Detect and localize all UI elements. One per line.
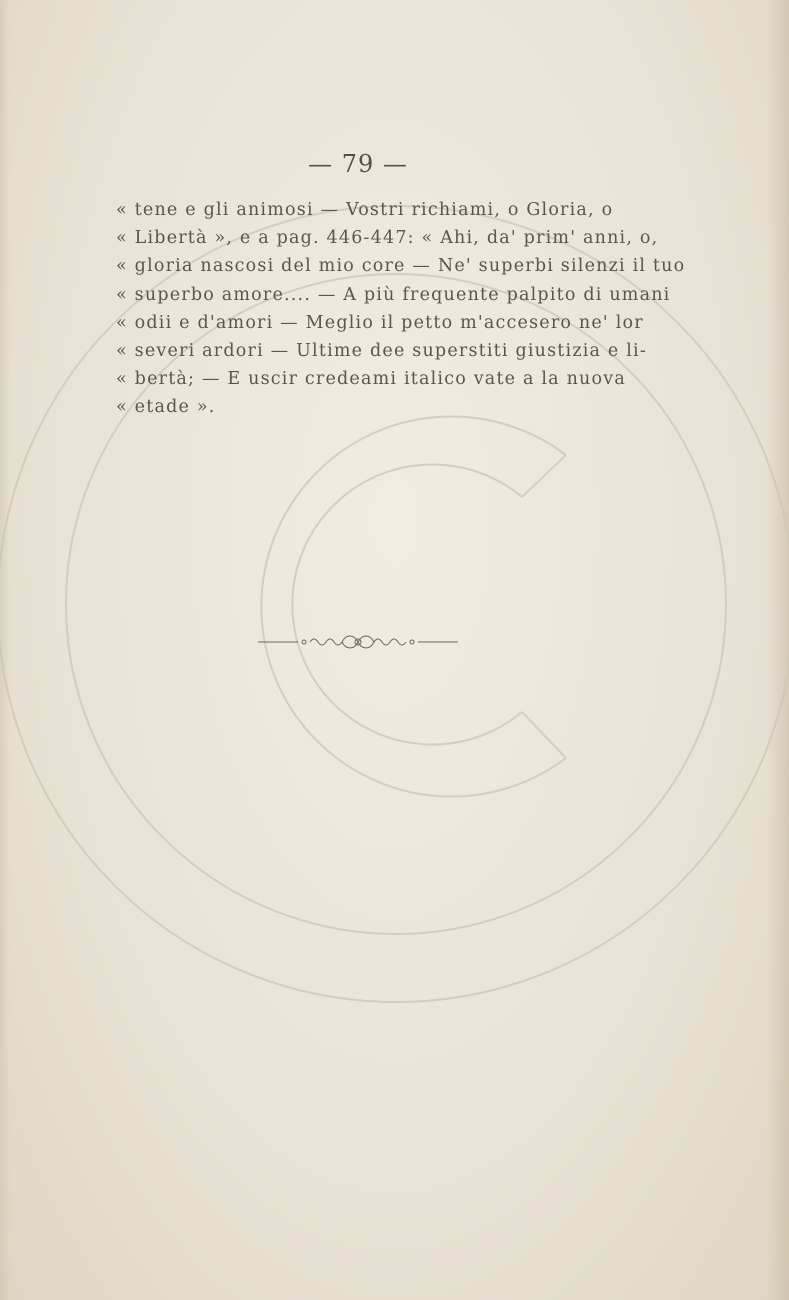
page-number: — 79 — (308, 150, 408, 178)
text-line: « severi ardori — Ultime dee superstiti giustizia e li- (116, 340, 647, 361)
decorative-divider-icon (258, 632, 458, 652)
text-line: « etade ». (116, 397, 216, 418)
body-text (116, 196, 686, 422)
text-line: « odii e d'amori — Meglio il petto m'accesero ne' lor (116, 312, 644, 333)
text-line: « Libertà », e a pag. 446-447: « Ahi, da' prim' anni, o, (116, 228, 659, 249)
text-line: « superbo amore.... — A più frequente palpito di umani (116, 284, 671, 305)
page-edge-right (767, 0, 789, 1300)
text-line: « tene e gli animosi — Vostri richiami, o Gloria, o (116, 200, 614, 220)
text-line: « bertà; — E uscir credeami italico vate a la nuova (116, 369, 626, 390)
page-edge-left (0, 0, 10, 1300)
text-line: « gloria nascosi del mio core — Ne' superbi silenzi il tuo (116, 256, 686, 277)
